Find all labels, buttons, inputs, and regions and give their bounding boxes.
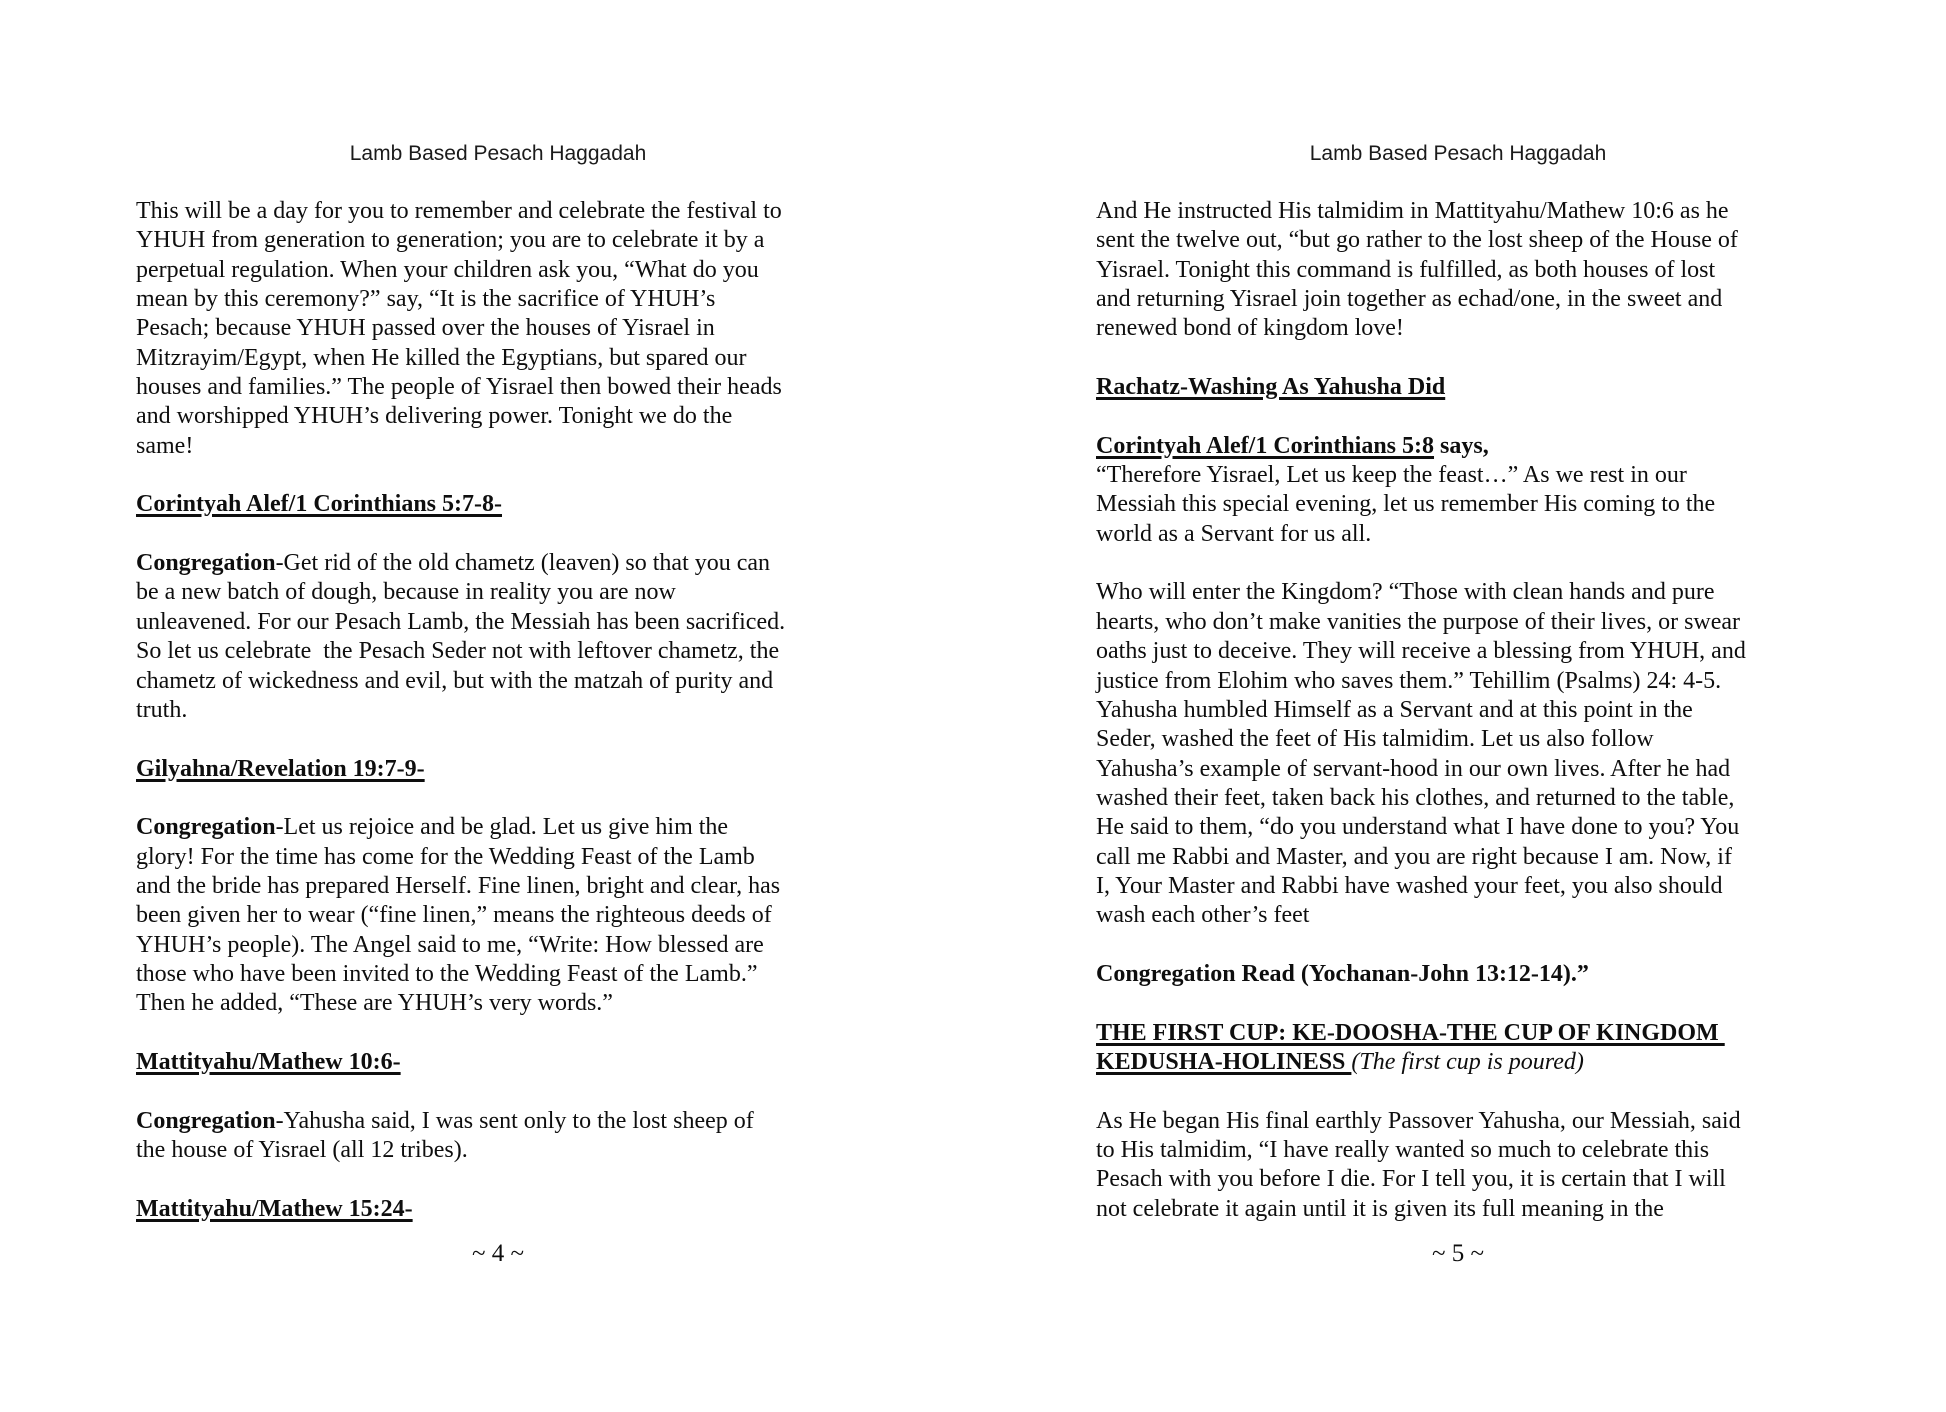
text-line <box>1096 1019 1820 1048</box>
heading-text: KEDUSHA-HOLINESS <box>1096 1048 1352 1075</box>
text-line: Yisrael. Tonight this command is fulfilled, as both houses of lost <box>1096 256 1716 283</box>
text-line <box>136 1107 860 1136</box>
text-line: I, Your Master and Rabbi have washed your feet, you also should <box>1096 872 1723 899</box>
section-heading-corinthians-57-8 <box>136 490 860 519</box>
text-line: not celebrate it again until it is given its full meaning in the <box>1096 1195 1664 1222</box>
heading-text: Mattityahu/Mathew 10:6- <box>136 1048 401 1075</box>
text-line: Who will enter the Kingdom? “Those with clean hands and pure <box>1096 579 1715 606</box>
bold-lead: Congregation <box>136 814 276 841</box>
lead-line-rest: -Get rid of the old chametz (leaven) so that you can <box>275 550 771 577</box>
text-line <box>1096 1048 1820 1077</box>
text-line: the house of Yisrael (all 12 tribes). <box>136 1137 468 1163</box>
text-line: houses and families.” The people of Yisrael then bowed their heads <box>136 374 782 401</box>
text-line: Congregation Read (Yochanan-John 13:12-14).” <box>1096 960 1589 987</box>
kingdom-paragraph <box>1096 578 1820 930</box>
opening-paragraph <box>1096 197 1820 344</box>
text-line: Yahusha humbled Himself as a Servant and at this point in the <box>1096 696 1693 723</box>
text-line: hearts, who don’t make vanities the purpose of their lives, or swear <box>1096 608 1741 635</box>
section-heading-mathew-10-6 <box>136 1048 860 1077</box>
text-line: and returning Yisrael join together as echad/one, in the sweet and <box>1096 286 1723 313</box>
opening-paragraph <box>136 197 860 461</box>
heading-text: Mattityahu/Mathew 15:24- <box>136 1195 413 1222</box>
heading-text: Corintyah Alef/1 Corinthians 5:8 <box>1096 432 1435 459</box>
text-line: YHUH from generation to generation; you are to celebrate it by a <box>136 227 765 254</box>
text-line: world as a Servant for us all. <box>1096 520 1372 547</box>
text-line <box>136 549 860 578</box>
text-line: Then he added, “These are YHUH’s very words.” <box>136 990 613 1017</box>
heading-text: THE FIRST CUP: KE-DOOSHA-THE CUP OF KINGDOM <box>1096 1019 1725 1046</box>
heading-text: Corintyah Alef/1 Corinthians 5:7-8- <box>136 491 502 518</box>
congregation-paragraph-rejoice <box>136 813 860 1018</box>
text-line: those who have been invited to the Wedding Feast of the Lamb.” <box>136 960 758 987</box>
text-line: mean by this ceremony?” say, “It is the sacrifice of YHUH’s <box>136 286 716 313</box>
text-line: Messiah this special evening, let us remember His coming to the <box>1096 491 1716 518</box>
text-line <box>1096 432 1820 461</box>
page-4 <box>136 0 860 1412</box>
text-line: been given her to wear (“fine linen,” means the righteous deeds of <box>136 902 772 929</box>
text-line: perpetual regulation. When your children ask you, “What do you <box>136 256 759 283</box>
congregation-read-line <box>1096 960 1820 989</box>
text-line: to His talmidim, “I have really wanted so much to celebrate this <box>1096 1137 1710 1163</box>
text-line: Pesach; because YHUH passed over the houses of Yisrael in <box>136 315 715 342</box>
text-line: Pesach with you before I die. For I tell you, it is certain that I will <box>1096 1166 1726 1193</box>
text-line: “Therefore Yisrael, Let us keep the feast…” As we rest in our <box>1096 462 1687 489</box>
stage-direction: (The first cup is poured) <box>1351 1048 1584 1075</box>
section-heading-mathew-15-24 <box>136 1195 860 1224</box>
bold-lead: Congregation <box>136 550 276 577</box>
text-line: truth. <box>136 696 188 723</box>
text-line: wash each other’s feet <box>1096 902 1310 929</box>
running-header: Lamb Based Pesach Haggadah <box>1309 142 1607 165</box>
text-line: and worshipped YHUH’s delivering power. Tonight we do the <box>136 403 733 430</box>
text-line: washed their feet, taken back his clothes, and returned to the table, <box>1096 784 1735 811</box>
section-heading-first-cup <box>1096 1019 1820 1078</box>
page-5-body <box>1096 197 1820 1224</box>
text-line: As He began His final earthly Passover Yahusha, our Messiah, said <box>1096 1107 1741 1134</box>
bold-lead: Congregation <box>136 1107 276 1134</box>
heading-text: Rachatz-Washing As Yahusha Did <box>1096 374 1446 401</box>
page-5 <box>1096 0 1820 1412</box>
lead-line-rest: -Yahusha said, I was sent only to the lost sheep of <box>275 1107 754 1134</box>
text-line: same! <box>136 432 194 459</box>
section-heading-revelation-19 <box>136 755 860 784</box>
final-passover-paragraph <box>1096 1107 1820 1224</box>
page-number: ~ 5 ~ <box>1431 1240 1485 1267</box>
page-4-body <box>136 197 860 1224</box>
text-line: Mitzrayim/Egypt, when He killed the Egyptians, but spared our <box>136 344 747 371</box>
page-number: ~ 4 ~ <box>471 1240 525 1267</box>
text-line: be a new batch of dough, because in reality you are now <box>136 579 676 606</box>
congregation-paragraph-lost-sheep <box>136 1107 860 1166</box>
text-line: Seder, washed the feet of His talmidim. Let us also follow <box>1096 726 1654 753</box>
text-line: glory! For the time has come for the Wedding Feast of the Lamb <box>136 843 755 870</box>
text-line: and the bride has prepared Herself. Fine linen, bright and clear, has <box>136 872 781 899</box>
text-line: YHUH’s people). The Angel said to me, “Write: How blessed are <box>136 931 764 958</box>
text-line: Yahusha’s example of servant-hood in our own lives. After he had <box>1096 755 1731 782</box>
lead-line-rest: -Let us rejoice and be glad. Let us give him the <box>275 814 729 841</box>
corinthians-58-block <box>1096 432 1820 549</box>
section-heading-rachatz <box>1096 373 1820 402</box>
running-header: Lamb Based Pesach Haggadah <box>349 142 647 165</box>
text-line: And He instructed His talmidim in Mattityahu/Mathew 10:6 as he <box>1096 198 1729 224</box>
heading-text: Gilyahna/Revelation 19:7-9- <box>136 755 425 782</box>
text-line: renewed bond of kingdom love! <box>1096 315 1404 342</box>
text-line: This will be a day for you to remember and celebrate the festival to <box>136 198 782 224</box>
text-line: sent the twelve out, “but go rather to the lost sheep of the House of <box>1096 227 1738 254</box>
text-line: oaths just to deceive. They will receive a blessing from YHUH, and <box>1096 638 1746 665</box>
text-line: justice from Elohim who saves them.” Tehillim (Psalms) 24: 4-5. <box>1096 667 1722 694</box>
congregation-paragraph-chametz <box>136 549 860 725</box>
text-line: chametz of wickedness and evil, but with the matzah of purity and <box>136 667 774 694</box>
text-line: So let us celebrate the Pesach Seder not with leftover chametz, the <box>136 638 780 665</box>
text-line: call me Rabbi and Master, and you are right because I am. Now, if <box>1096 843 1732 870</box>
text-line: unleavened. For our Pesach Lamb, the Messiah has been sacrificed. <box>136 608 786 635</box>
heading-suffix: says, <box>1434 432 1489 459</box>
text-line: He said to them, “do you understand what I have done to you? You <box>1096 814 1740 841</box>
text-line <box>136 813 860 842</box>
